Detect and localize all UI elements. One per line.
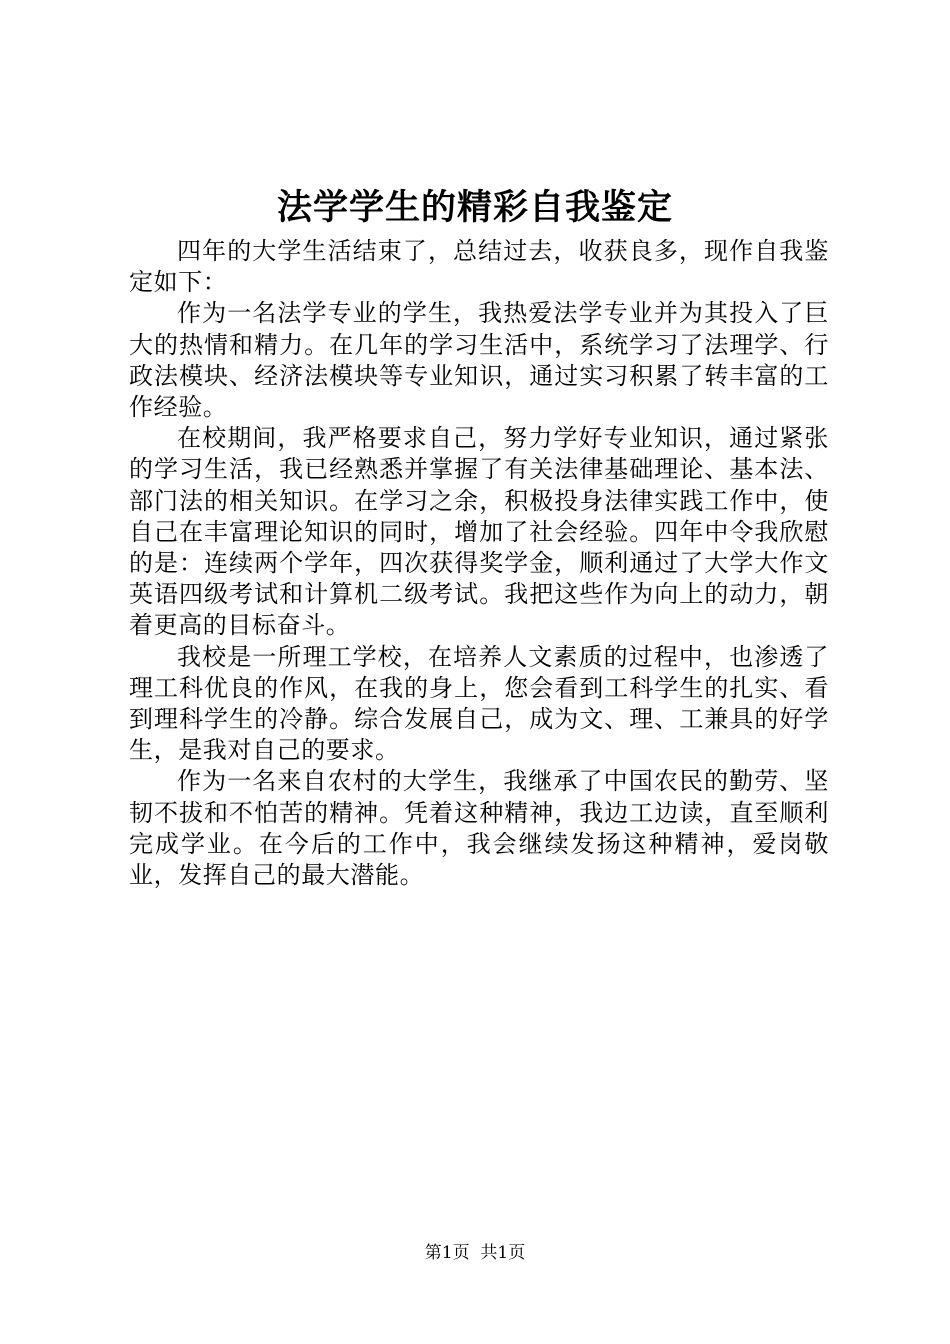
page-number: 第1页 — [424, 1243, 470, 1263]
paragraph-3: 在校期间，我严格要求自己，努力学好专业知识，通过紧张的学习生活，我已经熟悉并掌握了有关法律基础理论、基本法、部门法的相关知识。在学习之余，积极投身法律实践工作中，使自己在丰富理论知识的同时，增加了社会经验。四年中令我欣慰的是：连续两个学年，四次获得奖学金，顺利通过了大学大作文英语四级考试和计算机二级考试。我把这些作为向上的动力，朝着更高的目标奋斗。 — [129, 424, 829, 640]
paragraph-2: 作为一名法学专业的学生，我热爱法学专业并为其投入了巨大的热情和精力。在几年的学习生活中，系统学习了法理学、行政法模块、经济法模块等专业知识，通过实习积累了转丰富的工作经验。 — [129, 299, 829, 422]
page-title: 法学学生的精彩自我鉴定 — [276, 187, 673, 228]
footer-separator — [470, 1243, 481, 1263]
paragraph-1: 四年的大学生活结束了，总结过去，收获良多，现作自我鉴定如下： — [129, 237, 829, 297]
page-footer — [0, 1242, 950, 1264]
document-body — [129, 236, 829, 891]
paragraph-5: 作为一名来自农村的大学生，我继承了中国农民的勤劳、坚韧不拔和不怕苦的精神。凭着这种精神，我边工边读，直至顺利完成学业。在今后的工作中，我会继续发扬这种精神，爱岗敬业，发挥自己的最大潜能。 — [129, 767, 829, 890]
page-total: 共1页 — [480, 1243, 526, 1263]
paragraph-4: 我校是一所理工学校，在培养人文素质的过程中，也渗透了理工科优良的作风，在我的身上，您会看到工科学生的扎实、看到理科学生的冷静。综合发展自己，成为文、理、工兼具的好学生，是我对自己的要求。 — [129, 642, 829, 765]
